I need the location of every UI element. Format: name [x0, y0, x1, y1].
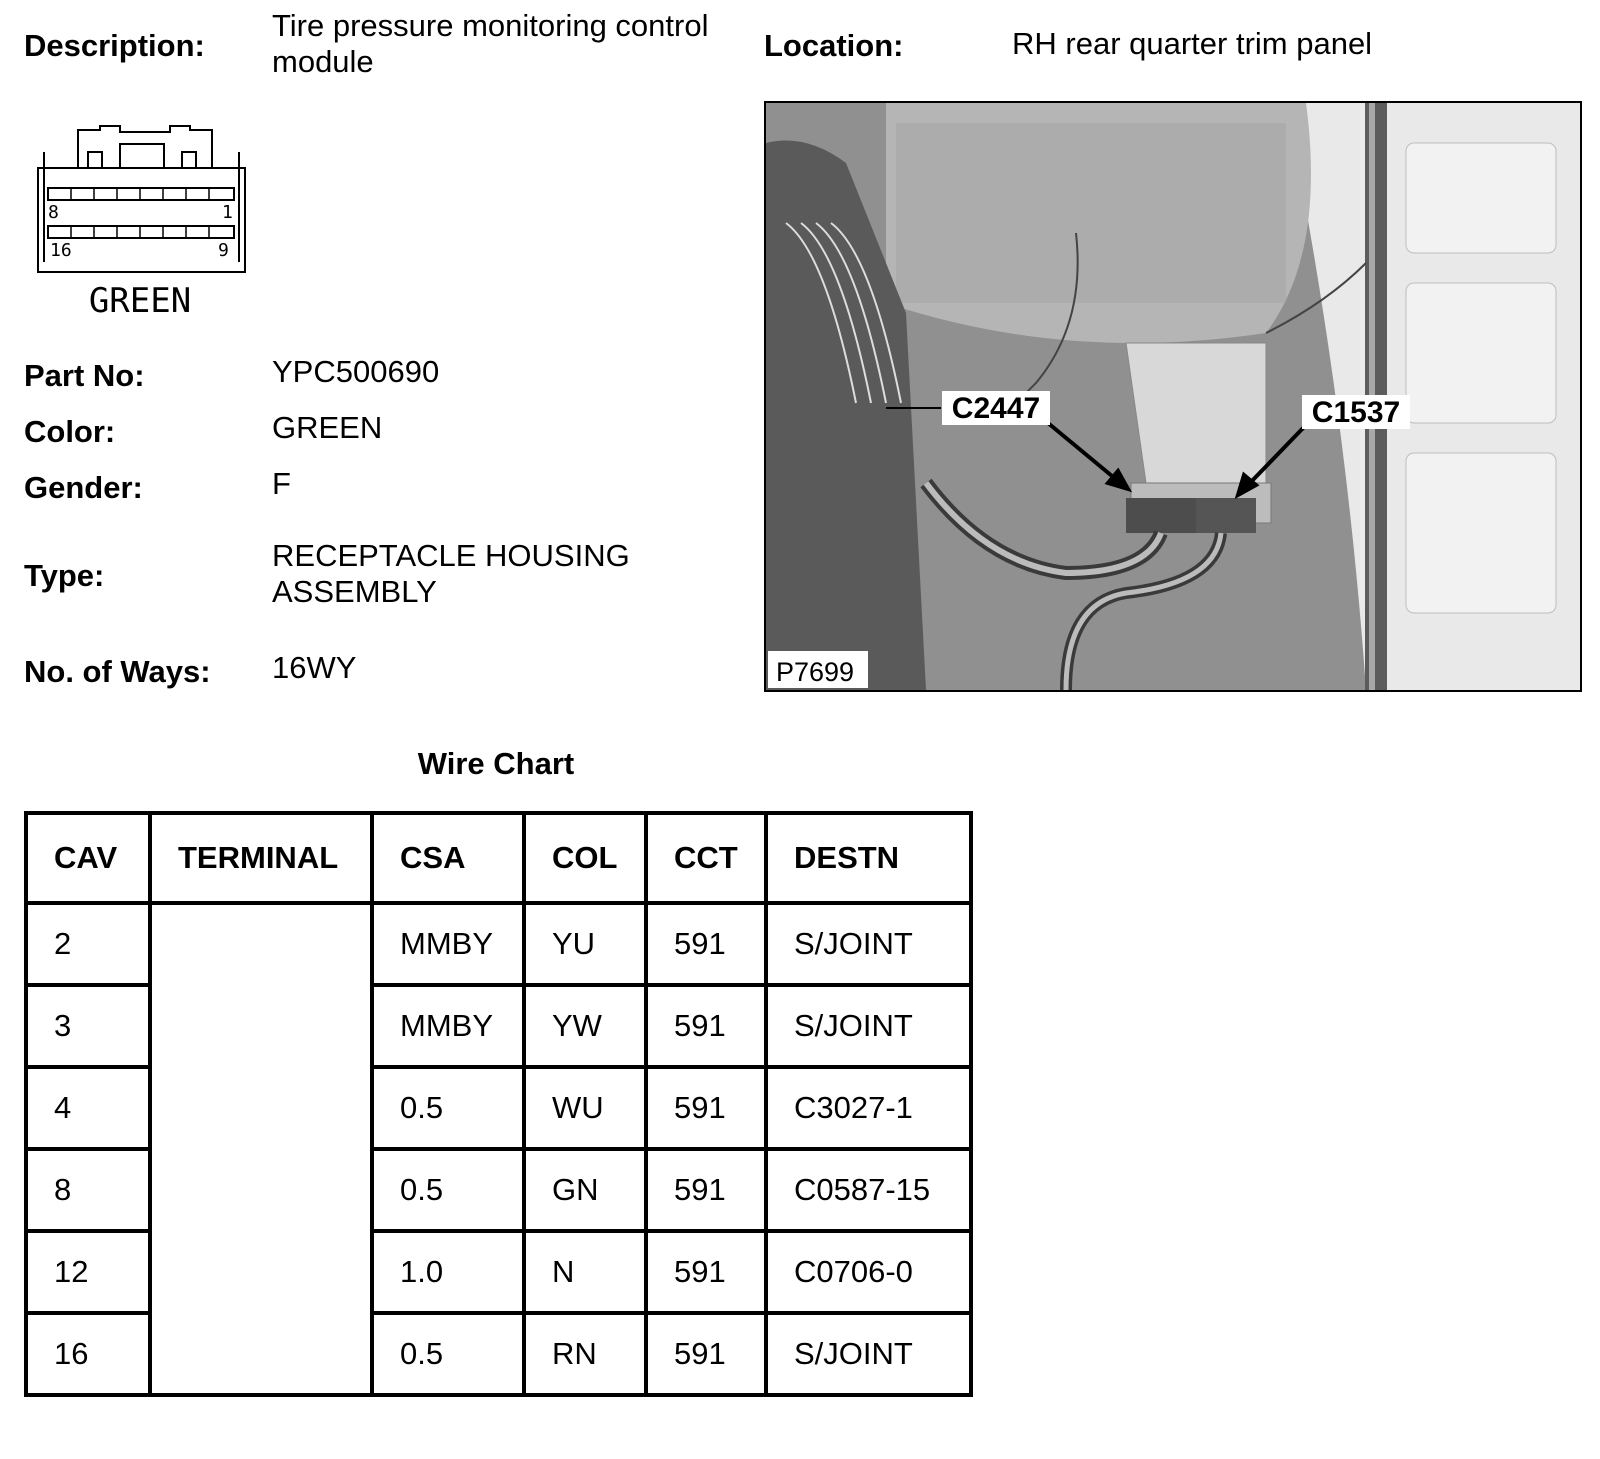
cell-destn: C3027-1	[766, 1067, 971, 1149]
connector-face-diagram	[34, 122, 249, 322]
cell-csa: 1.0	[372, 1231, 524, 1313]
cell-cct: 591	[646, 1149, 766, 1231]
cell-destn: S/JOINT	[766, 1313, 971, 1395]
description-value-line1: Tire pressure monitoring control	[272, 8, 709, 43]
header-csa: CSA	[372, 813, 524, 903]
pin-label-16: 16	[50, 240, 72, 261]
header-cav: CAV	[26, 813, 150, 903]
cell-col: WU	[524, 1067, 646, 1149]
cell-cct: 591	[646, 1067, 766, 1149]
pin-label-8: 8	[48, 202, 59, 223]
ways-label: No. of Ways:	[24, 654, 211, 689]
header-cct: CCT	[646, 813, 766, 903]
type-value-line2: ASSEMBLY	[272, 574, 437, 609]
part-no-value: YPC500690	[272, 354, 440, 389]
header-destn: DESTN	[766, 813, 971, 903]
photo-ref: P7699	[776, 657, 855, 687]
part-no-label: Part No:	[24, 358, 145, 393]
location-label: Location:	[764, 28, 904, 63]
cell-cav: 3	[26, 985, 150, 1067]
header-terminal: TERMINAL	[150, 813, 372, 903]
cell-cav: 16	[26, 1313, 150, 1395]
wire-chart-table	[24, 811, 973, 1397]
photo-illustration	[766, 103, 1580, 690]
cell-csa: 0.5	[372, 1313, 524, 1395]
type-value-line1: RECEPTACLE HOUSING	[272, 538, 630, 573]
cell-col: N	[524, 1231, 646, 1313]
ways-value: 16WY	[272, 650, 357, 685]
cell-csa: MMBY	[372, 903, 524, 985]
cell-destn: C0706-0	[766, 1231, 971, 1313]
cell-csa: 0.5	[372, 1149, 524, 1231]
cell-terminal	[150, 903, 372, 1395]
cell-cct: 591	[646, 1231, 766, 1313]
cell-destn: S/JOINT	[766, 903, 971, 985]
cell-csa: MMBY	[372, 985, 524, 1067]
location-value: RH rear quarter trim panel	[1012, 26, 1373, 61]
cell-destn: S/JOINT	[766, 985, 971, 1067]
wire-chart-title: Wire Chart	[417, 746, 575, 781]
gender-label: Gender:	[24, 470, 143, 505]
cell-cav: 4	[26, 1067, 150, 1149]
location-photo	[764, 101, 1582, 692]
cell-col: RN	[524, 1313, 646, 1395]
callout-c1537: C1537	[1311, 396, 1401, 429]
cell-cct: 591	[646, 1313, 766, 1395]
wire-chart-header-row	[26, 813, 971, 903]
cell-col: YW	[524, 985, 646, 1067]
description-value-line2: module	[272, 44, 374, 79]
callout-c2447: C2447	[951, 392, 1041, 425]
description-label: Description:	[24, 28, 205, 63]
cell-csa: 0.5	[372, 1067, 524, 1149]
table-row	[26, 903, 971, 985]
cell-cct: 591	[646, 903, 766, 985]
cell-destn: C0587-15	[766, 1149, 971, 1231]
color-label: Color:	[24, 414, 116, 449]
pin-label-9: 9	[218, 240, 229, 261]
cell-cav: 12	[26, 1231, 150, 1313]
pin-label-1: 1	[222, 202, 233, 223]
cell-col: YU	[524, 903, 646, 985]
header-col: COL	[524, 813, 646, 903]
type-label: Type:	[24, 558, 105, 593]
connector-color-text: GREEN	[88, 281, 192, 321]
cell-cav: 2	[26, 903, 150, 985]
cell-col: GN	[524, 1149, 646, 1231]
cell-cav: 8	[26, 1149, 150, 1231]
color-value: GREEN	[272, 410, 383, 445]
gender-value: F	[272, 466, 291, 501]
cell-cct: 591	[646, 985, 766, 1067]
